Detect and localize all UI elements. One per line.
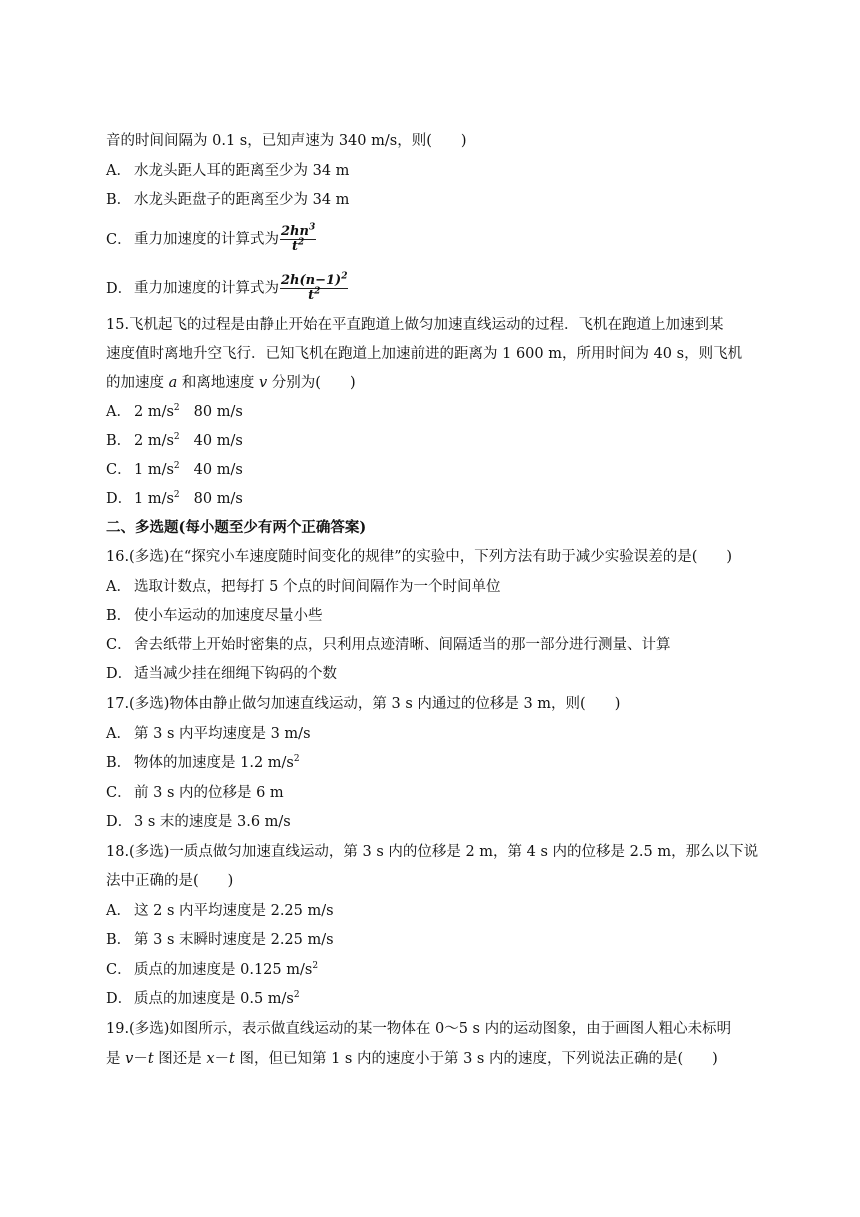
q16-option-c xyxy=(106,635,671,655)
q14-option-b xyxy=(106,190,349,210)
q17-option-a xyxy=(106,724,311,744)
option-text: 重力加速度的计算式为 xyxy=(134,280,279,297)
option-letter: A． xyxy=(106,579,131,595)
q18-stem-line2: 法中正确的是( ) xyxy=(106,873,234,889)
q18-option-b xyxy=(106,930,334,950)
option-text: 重力加速度的计算式为 xyxy=(134,231,279,248)
option-text: 水龙头距人耳的距离至少为 34 m xyxy=(134,163,350,179)
option-val2: 40 m/s xyxy=(193,462,243,478)
q16-option-d xyxy=(106,664,337,684)
q17-option-b xyxy=(106,753,300,773)
option-text: 前 3 s 内的位移是 6 m xyxy=(134,785,284,801)
var-t: t xyxy=(147,1051,154,1067)
option-val2: 80 m/s xyxy=(193,404,243,420)
option-val1: 1 m/s xyxy=(134,462,174,478)
q15-text: 和离地速度 xyxy=(177,375,259,391)
q15-option-c xyxy=(106,460,243,480)
option-letter: B． xyxy=(106,433,132,449)
option-val1: 2 m/s xyxy=(134,404,174,420)
option-letter: C． xyxy=(106,462,132,478)
formula-d-den: t xyxy=(308,288,315,303)
option-letter: D． xyxy=(106,491,133,507)
option-val1: 2 m/s xyxy=(134,433,174,449)
q14-option-a xyxy=(106,161,349,181)
formula-d-num-exp: 2 xyxy=(341,271,348,282)
q14-option-c xyxy=(106,222,316,254)
formula-d xyxy=(280,271,348,303)
option-text: 这 2 s 内平均速度是 2.25 m/s xyxy=(134,903,334,919)
q19-text: － xyxy=(214,1051,230,1067)
q19-text: － xyxy=(133,1051,148,1067)
option-letter: C． xyxy=(106,637,132,653)
q19-stem-line2 xyxy=(106,1049,718,1069)
q18-option-a xyxy=(106,901,334,921)
q14-stem-tail: 音的时间间隔为 0.1 s，已知声速为 340 m/s，则( ) xyxy=(106,133,467,149)
option-text: 质点的加速度是 0.125 m/s xyxy=(134,962,313,978)
q19-text: 是 xyxy=(106,1051,126,1067)
option-letter: C． xyxy=(106,785,132,801)
q15-stem-line1: 15.飞机起飞的过程是由静止开始在平直跑道上做匀加速直线运动的过程．飞机在跑道上加速到某 xyxy=(106,317,724,333)
option-letter: A． xyxy=(106,163,131,179)
var-t: t xyxy=(229,1051,235,1067)
q19-stem-line1: 19.(多选)如图所示，表示做直线运动的某一物体在 0～5 s 内的运动图象，由于画图人粗心未标明 xyxy=(106,1021,732,1037)
q16-option-a xyxy=(106,577,500,597)
option-exp: 2 xyxy=(173,490,180,501)
q17-option-d xyxy=(106,812,291,832)
option-val2: 80 m/s xyxy=(193,491,243,507)
q19-text: 图，但已知第 1 s 内的速度小于第 3 s 内的速度，下列说法正确的是( ) xyxy=(234,1051,718,1067)
option-text: 适当减少挂在细绳下钩码的个数 xyxy=(134,666,337,682)
formula-d-den-exp: 2 xyxy=(314,286,321,297)
option-text: 舍去纸带上开始时密集的点，只利用点迹清晰、间隔适当的那一部分进行测量、计算 xyxy=(134,637,671,653)
formula-d-num: 2h(n−1) xyxy=(281,273,342,288)
option-text: 物体的加速度是 1.2 m/s xyxy=(134,755,294,771)
var-a: a xyxy=(168,375,178,391)
formula-c-num-exp: 3 xyxy=(308,222,316,233)
q14-option-d xyxy=(106,271,348,303)
option-exp: 2 xyxy=(293,990,300,1001)
option-letter: A． xyxy=(106,404,131,420)
option-letter: B． xyxy=(106,932,132,948)
formula-c xyxy=(280,222,316,254)
option-exp: 2 xyxy=(173,461,180,472)
option-letter: A． xyxy=(106,903,131,919)
q17-option-c xyxy=(106,783,284,803)
q15-option-a xyxy=(106,402,243,422)
option-exp: 2 xyxy=(293,754,300,765)
option-letter: D． xyxy=(106,280,133,297)
option-exp: 2 xyxy=(173,403,180,414)
q18-option-d xyxy=(106,989,300,1009)
option-val1: 1 m/s xyxy=(134,491,174,507)
q18-option-c xyxy=(106,960,318,980)
option-text: 质点的加速度是 0.5 m/s xyxy=(134,991,294,1007)
formula-c-den-exp: 2 xyxy=(297,237,305,248)
option-letter: D． xyxy=(106,666,133,682)
var-v: v xyxy=(125,1051,134,1067)
var-v: v xyxy=(258,375,268,391)
option-text: 水龙头距盘子的距离至少为 34 m xyxy=(134,192,350,208)
option-letter: B． xyxy=(106,192,132,208)
option-text: 选取计数点，把每打 5 个点的时间间隔作为一个时间单位 xyxy=(134,579,501,595)
option-text: 使小车运动的加速度尽量小些 xyxy=(134,608,323,624)
option-letter: B． xyxy=(106,608,132,624)
option-text: 第 3 s 内平均速度是 3 m/s xyxy=(134,726,311,742)
option-letter: C． xyxy=(106,231,132,248)
q15-option-b xyxy=(106,431,243,451)
option-letter: D． xyxy=(106,991,133,1007)
q15-option-d xyxy=(106,489,243,509)
q15-stem-line3 xyxy=(106,373,356,393)
q17-stem: 17.(多选)物体由静止做匀加速直线运动，第 3 s 内通过的位移是 3 m，则( ) xyxy=(106,696,621,712)
formula-c-den: t xyxy=(291,239,298,254)
q19-text: 图还是 xyxy=(153,1051,207,1067)
q15-text: 的加速度 xyxy=(106,375,169,391)
q18-stem-line1: 18.(多选)一质点做匀加速直线运动，第 3 s 内的位移是 2 m，第 4 s 内的位移是 2.5 m，那么以下说 xyxy=(106,844,759,860)
section-2-title: 二、多选题(每小题至少有两个正确答案) xyxy=(106,519,367,536)
var-x: x xyxy=(206,1051,215,1067)
option-letter: D． xyxy=(106,814,133,830)
option-letter: C． xyxy=(106,962,132,978)
option-val2: 40 m/s xyxy=(193,433,243,449)
option-text: 3 s 末的速度是 3.6 m/s xyxy=(134,814,291,830)
q16-option-b xyxy=(106,606,323,626)
q15-stem-line2: 速度值时离地升空飞行．已知飞机在跑道上加速前进的距离为 1 600 m，所用时间为 40 s，则飞机 xyxy=(106,346,743,362)
option-exp: 2 xyxy=(312,961,319,972)
q15-text: 分别为( ) xyxy=(267,375,356,391)
option-exp: 2 xyxy=(173,432,180,443)
option-text: 第 3 s 末瞬时速度是 2.25 m/s xyxy=(134,932,334,948)
option-letter: A． xyxy=(106,726,131,742)
formula-c-num: 2hn xyxy=(281,224,309,239)
q16-stem: 16.(多选)在“探究小车速度随时间变化的规律”的实验中，下列方法有助于减少实验误差的是( ) xyxy=(106,549,733,565)
option-letter: B． xyxy=(106,755,132,771)
